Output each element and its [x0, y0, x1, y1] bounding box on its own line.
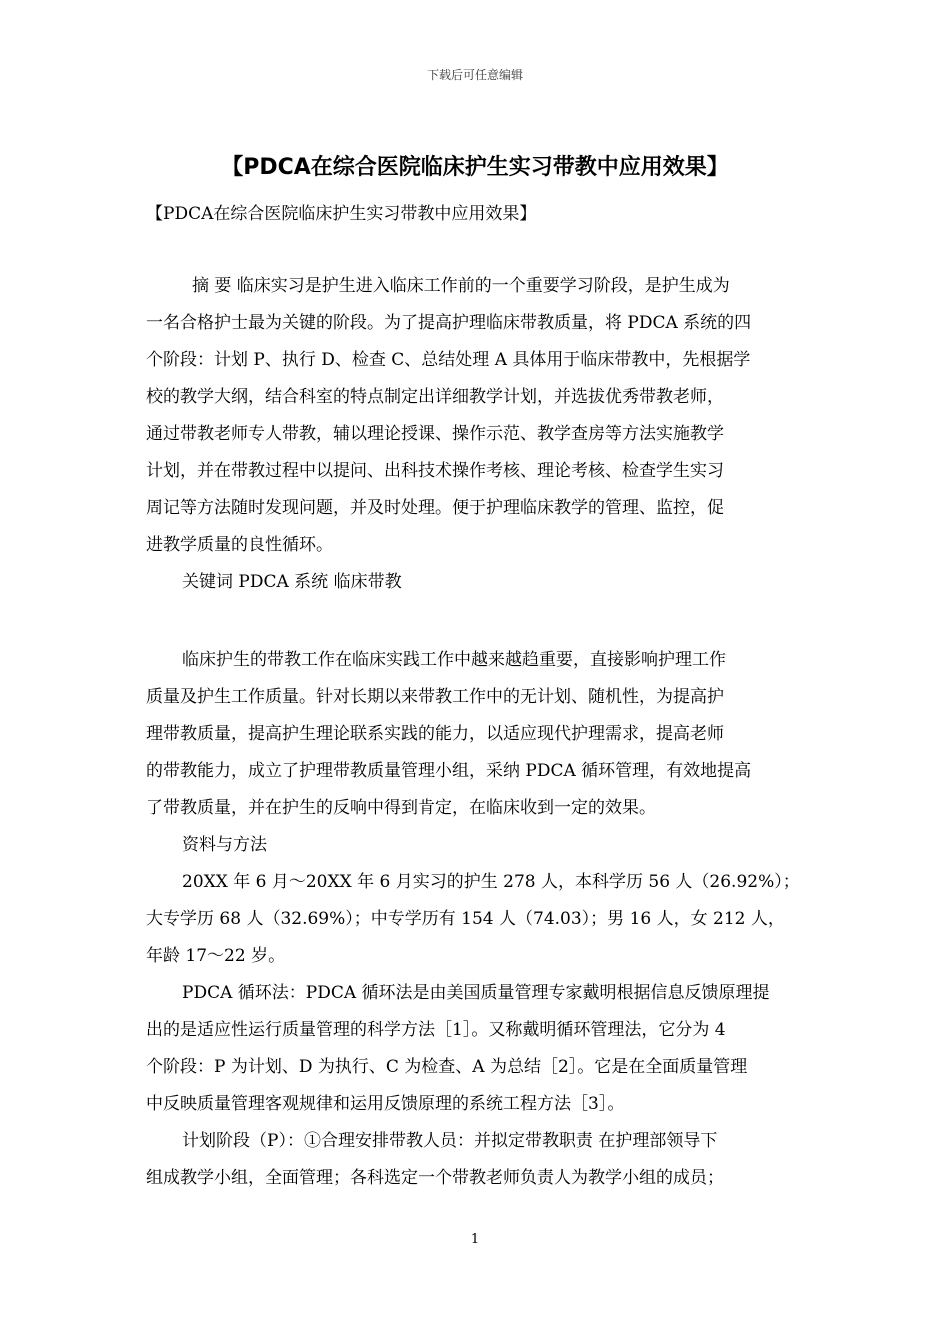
data-line: 年龄 17～22 岁。 [146, 946, 286, 966]
method-line: 个阶段：P 为计划、D 为执行、C 为检查、A 为总结［2］。它是在全面质量管理 [146, 1057, 748, 1077]
section-heading: 资料与方法 [182, 835, 267, 855]
abstract-paragraph [146, 268, 826, 601]
intro-line: 临床护生的带教工作在临床实践工作中越来越趋重要，直接影响护理工作 [182, 650, 726, 670]
intro-line: 了带教质量，并在护生的反响中得到肯定，在临床收到一定的效果。 [146, 798, 656, 818]
abstract-line: 校的教学大纲，结合科室的特点制定出详细教学计划，并选拔优秀带教老师， [146, 387, 724, 407]
abstract-line: 一名合格护士最为关键的阶段。为了提高护理临床带教质量，将 PDCA 系统的四 [146, 313, 752, 333]
abstract-line: 个阶段：计划 P、执行 D、检查 C、总结处理 A 具体用于临床带教中，先根据学 [146, 350, 751, 370]
abstract-line: 通过带教老师专人带教，辅以理论授课、操作示范、教学查房等方法实施教学 [146, 424, 724, 444]
data-line: 20XX 年 6 月～20XX 年 6 月实习的护生 278 人，本科学历 56 人（26.92%）； [182, 872, 800, 892]
plan-line: 组成教学小组，全面管理；各科选定一个带教老师负责人为教学小组的成员； [146, 1168, 724, 1188]
document-subtitle: 【PDCA在综合医院临床护生实习带教中应用效果】 [146, 204, 537, 224]
plan-line: 计划阶段（P）：①合理安排带教人员：并拟定带教职责 在护理部领导下 [182, 1131, 718, 1151]
intro-line: 质量及护生工作质量。针对长期以来带教工作中的无计划、随机性，为提高护 [146, 687, 724, 707]
method-line: PDCA 循环法：PDCA 循环法是由美国质量管理专家戴明根据信息反馈原理提 [182, 983, 770, 1003]
abstract-line: 周记等方法随时发现问题，并及时处理。便于护理临床教学的管理、监控，促 [146, 498, 724, 518]
keywords-line: 关键词 PDCA 系统 临床带教 [182, 572, 402, 592]
abstract-line: 计划，并在带教过程中以提问、出科技术操作考核、理论考核、检查学生实习 [146, 461, 724, 481]
method-line: 中反映质量管理客观规律和运用反馈原理的系统工程方法［3］。 [146, 1094, 625, 1114]
method-line: 出的是适应性运行质量管理的科学方法［1］。又称戴明循环管理法，它分为 4 [146, 1020, 726, 1040]
document-title: 【PDCA在综合医院临床护生实习带教中应用效果】 [221, 155, 729, 180]
intro-line: 的带教能力，成立了护理带教质量管理小组，采纳 PDCA 循环管理，有效地提高 [146, 761, 752, 781]
page-number: 1 [470, 1232, 480, 1247]
abstract-line: 进教学质量的良性循环。 [146, 535, 333, 555]
abstract-line: 摘 要 临床实习是护生进入临床工作前的一个重要学习阶段，是护生成为 [192, 276, 730, 296]
data-line: 大专学历 68 人（32.69%）；中专学历有 154 人（74.03）；男 16 人，女 212 人， [146, 909, 785, 929]
intro-line: 理带教质量，提高护生理论联系实践的能力，以适应现代护理需求，提高老师 [146, 724, 724, 744]
header-note: 下载后可任意编辑 [426, 68, 523, 82]
intro-paragraph [146, 642, 826, 1197]
